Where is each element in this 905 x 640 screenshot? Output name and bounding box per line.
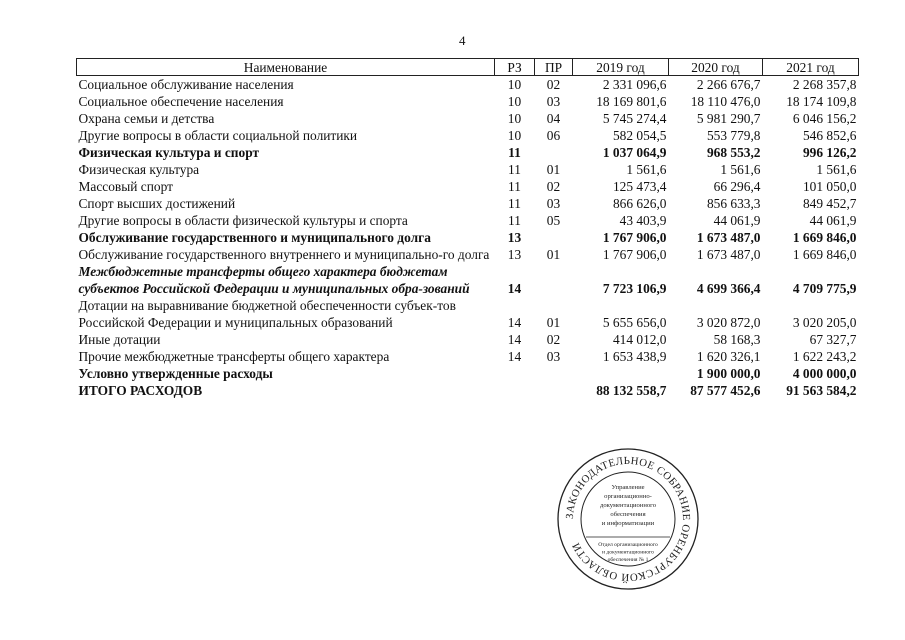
cell-2021: 849 452,7 xyxy=(802,196,857,211)
cell-name: Массовый спорт xyxy=(78,179,173,194)
cell-pr xyxy=(535,263,573,297)
cell-name: Дотации на выравнивание бюджетной обеспеченности субъек-тов Российской Федерации и муниципальных образований xyxy=(78,298,456,330)
table-row xyxy=(77,178,859,195)
stamp-bottom-line: обеспечения № 1 xyxy=(607,557,649,563)
table-row xyxy=(77,331,859,348)
cell-2021: 4 709 775,9 xyxy=(792,281,857,296)
cell-pr: 03 xyxy=(546,196,561,211)
cell-2020: 4 699 366,4 xyxy=(696,281,761,296)
table-row xyxy=(77,212,859,229)
table-row xyxy=(77,263,859,297)
table-row xyxy=(77,195,859,212)
cell-2019: 125 473,4 xyxy=(612,179,667,194)
cell-2020: 1 620 326,1 xyxy=(696,349,761,364)
stamp-inner-line: обеспечения xyxy=(610,511,646,518)
cell-2019: 7 723 106,9 xyxy=(602,281,667,296)
header-2021: 2021 год xyxy=(763,59,859,76)
cell-rz: 14 xyxy=(507,281,522,296)
table-row xyxy=(77,348,859,365)
cell-rz: 11 xyxy=(508,196,521,211)
table-header-row xyxy=(77,59,859,76)
cell-2020: 44 061,9 xyxy=(713,213,761,228)
cell-name: Обслуживание государственного и муниципального долга xyxy=(78,230,431,245)
cell-rz: 11 xyxy=(508,162,521,177)
cell-pr: 06 xyxy=(546,128,561,143)
table-row xyxy=(77,297,859,331)
cell-name: Физическая культура xyxy=(78,162,200,177)
cell-rz: 11 xyxy=(508,213,521,228)
cell-rz: 10 xyxy=(507,94,522,109)
cell-2020: 3 020 872,0 xyxy=(696,315,761,330)
cell-pr: 02 xyxy=(546,332,561,347)
budget-table xyxy=(76,58,859,399)
cell-2019: 2 331 096,6 xyxy=(602,77,667,92)
cell-pr: 01 xyxy=(546,315,561,330)
cell-2021: 1 669 846,0 xyxy=(792,230,857,245)
page-number: 4 xyxy=(459,33,466,48)
cell-2020: 968 553,2 xyxy=(706,145,761,160)
table-row xyxy=(77,382,859,399)
cell-name: Охрана семьи и детства xyxy=(78,111,215,126)
cell-rz xyxy=(495,382,535,399)
header-2020: 2020 год xyxy=(669,59,763,76)
cell-pr xyxy=(535,382,573,399)
cell-2019: 18 169 801,6 xyxy=(596,94,667,109)
cell-2021: 18 174 109,8 xyxy=(786,94,857,109)
stamp-inner-line: и информатизации xyxy=(601,520,655,527)
cell-2020: 87 577 452,6 xyxy=(690,383,761,398)
cell-2021: 546 852,6 xyxy=(802,128,857,143)
stamp-bottom-line: Отдел организационного xyxy=(598,542,658,548)
cell-2021: 996 126,2 xyxy=(802,145,857,160)
cell-name: Социальное обеспечение населения xyxy=(78,94,284,109)
cell-2019: 5 745 274,4 xyxy=(602,111,667,126)
cell-pr: 03 xyxy=(546,349,561,364)
cell-2020: 18 110 476,0 xyxy=(690,94,761,109)
cell-pr: 03 xyxy=(546,94,561,109)
cell-rz: 10 xyxy=(507,111,522,126)
cell-2021: 91 563 584,2 xyxy=(786,383,857,398)
stamp-inner-line: организационно- xyxy=(604,493,652,500)
cell-2019: 43 403,9 xyxy=(619,213,667,228)
cell-pr xyxy=(535,144,573,161)
cell-2021: 2 268 357,8 xyxy=(792,77,857,92)
table-row xyxy=(77,144,859,161)
cell-name: Условно утвержденные расходы xyxy=(78,366,273,381)
cell-2021: 6 046 156,2 xyxy=(792,111,857,126)
cell-2019: 582 054,5 xyxy=(612,128,667,143)
cell-2020: 1 673 487,0 xyxy=(696,230,761,245)
cell-2020: 66 296,4 xyxy=(713,179,761,194)
cell-rz: 14 xyxy=(507,332,522,347)
cell-pr: 01 xyxy=(546,247,561,262)
cell-name: Физическая культура и спорт xyxy=(78,145,260,160)
cell-2019: 88 132 558,7 xyxy=(596,383,667,398)
cell-2020: 5 981 290,7 xyxy=(696,111,761,126)
cell-rz: 13 xyxy=(507,247,522,262)
cell-name: Спорт высших достижений xyxy=(78,196,236,211)
cell-rz: 14 xyxy=(507,315,522,330)
table-row xyxy=(77,93,859,110)
cell-name: ИТОГО РАСХОДОВ xyxy=(78,383,203,398)
cell-2021: 44 061,9 xyxy=(809,213,857,228)
cell-name: Другие вопросы в области физической культуры и спорта xyxy=(78,213,408,228)
cell-pr: 02 xyxy=(546,77,561,92)
cell-2021: 4 000 000,0 xyxy=(792,366,857,381)
cell-2019: 1 561,6 xyxy=(626,162,667,177)
cell-pr xyxy=(535,365,573,382)
cell-2020: 856 633,3 xyxy=(706,196,761,211)
cell-name: Межбюджетные трансферты общего характера бюджетам субъектов Российской Федерации и муниципальных обра-зований xyxy=(78,264,470,296)
header-name: Наименование xyxy=(77,59,495,76)
stamp-ring-text: ЗАКОНОДАТЕЛЬНОЕ СОБРАНИЕ ОРЕНБУРГСКОЙ ОБЛАСТИ xyxy=(563,454,693,584)
cell-name: Прочие межбюджетные трансферты общего характера xyxy=(78,349,390,364)
cell-pr: 01 xyxy=(546,162,561,177)
header-pr: ПР xyxy=(535,59,573,76)
cell-2019: 5 655 656,0 xyxy=(602,315,667,330)
table-row xyxy=(77,365,859,382)
cell-2019 xyxy=(573,365,669,382)
cell-pr xyxy=(535,229,573,246)
cell-2020: 2 266 676,7 xyxy=(696,77,761,92)
stamp-bottom-line: и документационного xyxy=(602,549,654,556)
cell-2019: 1 767 906,0 xyxy=(602,247,667,262)
cell-rz: 10 xyxy=(507,77,522,92)
stamp-inner-line: документационного xyxy=(599,502,657,509)
cell-2020: 553 779,8 xyxy=(706,128,761,143)
cell-2021: 3 020 205,0 xyxy=(792,315,857,330)
table-row xyxy=(77,110,859,127)
cell-2019: 1 037 064,9 xyxy=(602,145,667,160)
table-body xyxy=(77,76,859,400)
cell-name: Другие вопросы в области социальной политики xyxy=(78,128,358,143)
cell-2021: 101 050,0 xyxy=(802,179,857,194)
table-row xyxy=(77,246,859,263)
header-2019: 2019 год xyxy=(573,59,669,76)
cell-2019: 1 653 438,9 xyxy=(602,349,667,364)
table-row xyxy=(77,76,859,94)
cell-2019: 414 012,0 xyxy=(612,332,667,347)
cell-rz: 14 xyxy=(507,349,522,364)
table-row xyxy=(77,229,859,246)
cell-pr: 04 xyxy=(546,111,561,126)
cell-rz xyxy=(495,365,535,382)
table-row xyxy=(77,127,859,144)
cell-2020: 1 561,6 xyxy=(720,162,761,177)
official-stamp xyxy=(556,447,700,591)
cell-rz: 11 xyxy=(508,179,521,194)
cell-rz: 10 xyxy=(507,128,522,143)
cell-pr: 05 xyxy=(546,213,561,228)
cell-2020: 1 673 487,0 xyxy=(696,247,761,262)
cell-2020: 58 168,3 xyxy=(713,332,761,347)
cell-2020: 1 900 000,0 xyxy=(696,366,761,381)
cell-2021: 1 669 846,0 xyxy=(792,247,857,262)
cell-2021: 67 327,7 xyxy=(809,332,857,347)
cell-rz: 11 xyxy=(508,145,521,160)
cell-2019: 1 767 906,0 xyxy=(602,230,667,245)
cell-name: Социальное обслуживание населения xyxy=(78,77,294,92)
cell-rz: 13 xyxy=(507,230,522,245)
cell-pr: 02 xyxy=(546,179,561,194)
header-rz: РЗ xyxy=(495,59,535,76)
stamp-inner-line: Управление xyxy=(611,484,645,491)
cell-2019: 866 626,0 xyxy=(612,196,667,211)
cell-2021: 1 622 243,2 xyxy=(792,349,857,364)
cell-name: Иные дотации xyxy=(78,332,161,347)
cell-2021: 1 561,6 xyxy=(816,162,857,177)
table-row xyxy=(77,161,859,178)
cell-name: Обслуживание государственного внутреннего и муниципально-го долга xyxy=(78,247,490,262)
